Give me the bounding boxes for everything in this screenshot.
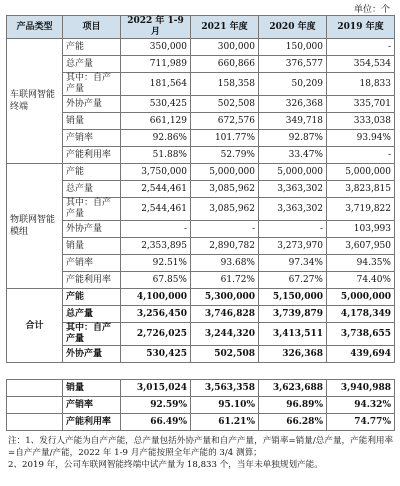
value-cell: 4,178,349	[327, 306, 395, 323]
value-cell: 3,940,988	[327, 380, 395, 397]
header-cell: 2021 年度	[191, 16, 259, 39]
table-row	[7, 96, 395, 113]
value-cell: 92.87%	[259, 130, 327, 147]
value-cell: 3,750,000	[121, 164, 191, 181]
value-cell: 3,413,511	[259, 323, 327, 346]
value-cell: -	[327, 39, 395, 56]
table-row	[7, 238, 395, 255]
item-cell: 产销率	[63, 130, 121, 147]
table-row	[7, 147, 395, 164]
value-cell: 93.94%	[327, 130, 395, 147]
value-cell: 51.88%	[121, 147, 191, 164]
category-cell: 车联网智能终端	[7, 39, 63, 164]
category-cell: 合计	[7, 289, 63, 363]
value-cell: 350,000	[121, 39, 191, 56]
value-cell: 94.35%	[327, 255, 395, 272]
value-cell: 3,015,024	[121, 380, 191, 397]
value-cell: 333,038	[327, 113, 395, 130]
value-cell: 3,563,358	[191, 380, 259, 397]
production-table	[6, 15, 395, 431]
value-cell: 96.89%	[259, 397, 327, 414]
value-cell: 2,544,461	[121, 198, 191, 221]
item-cell: 产能	[63, 164, 121, 181]
value-cell: 326,368	[259, 96, 327, 113]
value-cell: 3,363,302	[259, 198, 327, 221]
table-row	[7, 221, 395, 238]
value-cell: 3,746,828	[191, 306, 259, 323]
value-cell: -	[259, 221, 327, 238]
value-cell: 92.51%	[121, 255, 191, 272]
value-cell: 3,085,962	[191, 198, 259, 221]
item-cell: 外协产量	[63, 221, 121, 238]
value-cell: 50,209	[259, 73, 327, 96]
header-row	[7, 16, 395, 39]
blank-cell	[7, 414, 63, 431]
table-row	[7, 323, 395, 346]
item-cell: 销量	[63, 113, 121, 130]
value-cell: 66.49%	[121, 414, 191, 431]
value-cell: -	[327, 147, 395, 164]
value-cell: 660,866	[191, 56, 259, 73]
value-cell: 5,000,000	[191, 164, 259, 181]
value-cell: 3,363,302	[259, 181, 327, 198]
value-cell: 349,718	[259, 113, 327, 130]
value-cell: 181,564	[121, 73, 191, 96]
item-cell: 产能利用率	[63, 414, 121, 431]
value-cell: 5,300,000	[191, 289, 259, 306]
item-cell: 产能	[63, 289, 121, 306]
value-cell: 3,739,879	[259, 306, 327, 323]
header-cell: 产品类型	[7, 16, 63, 39]
item-cell: 总产量	[63, 181, 121, 198]
value-cell: 530,425	[121, 96, 191, 113]
item-cell: 产能	[63, 39, 121, 56]
table-row	[7, 181, 395, 198]
value-cell: -	[121, 221, 191, 238]
item-cell: 产能利用率	[63, 147, 121, 164]
value-cell: 3,244,320	[191, 323, 259, 346]
value-cell: 97.34%	[259, 255, 327, 272]
item-cell: 其中：自产产量	[63, 73, 121, 96]
value-cell: 3,719,822	[327, 198, 395, 221]
value-cell: 67.85%	[121, 272, 191, 289]
value-cell: 93.68%	[191, 255, 259, 272]
value-cell: 5,150,000	[259, 289, 327, 306]
value-cell: 672,576	[191, 113, 259, 130]
table-row	[7, 198, 395, 221]
header-cell: 2019 年度	[327, 16, 395, 39]
item-cell: 外协产量	[63, 346, 121, 363]
table-row	[7, 56, 395, 73]
notes	[8, 435, 394, 471]
value-cell: 66.28%	[259, 414, 327, 431]
value-cell: 502,508	[191, 346, 259, 363]
blank-cell	[7, 380, 63, 397]
note-2: 2、2019 年，公司车联网智能终端中试产量为 18,833 个，当年未单独规划产能。	[8, 460, 323, 470]
value-cell: 3,607,950	[327, 238, 395, 255]
table-row	[7, 346, 395, 363]
table-row	[7, 130, 395, 147]
value-cell: 67.27%	[259, 272, 327, 289]
value-cell: 354,534	[327, 56, 395, 73]
value-cell: 5,000,000	[327, 164, 395, 181]
value-cell: 326,368	[259, 346, 327, 363]
spacer-cell	[7, 363, 395, 380]
table-row	[7, 113, 395, 130]
value-cell: 439,694	[327, 346, 395, 363]
value-cell: 74.40%	[327, 272, 395, 289]
value-cell: 95.10%	[191, 397, 259, 414]
value-cell: 3,623,688	[259, 380, 327, 397]
table-row	[7, 39, 395, 56]
value-cell: 150,000	[259, 39, 327, 56]
table-row	[7, 164, 395, 181]
value-cell: 94.32%	[327, 397, 395, 414]
item-cell: 销量	[63, 380, 121, 397]
value-cell: 158,358	[191, 73, 259, 96]
value-cell: 502,508	[191, 96, 259, 113]
value-cell: -	[191, 221, 259, 238]
value-cell: 335,701	[327, 96, 395, 113]
value-cell: 5,000,000	[259, 164, 327, 181]
item-cell: 其中：自产产量	[63, 198, 121, 221]
item-cell: 产销率	[63, 397, 121, 414]
table-row	[7, 397, 395, 414]
value-cell: 4,100,000	[121, 289, 191, 306]
value-cell: 52.79%	[191, 147, 259, 164]
table-row	[7, 272, 395, 289]
spacer-row	[7, 363, 395, 380]
header-cell: 2022 年 1-9 月	[121, 16, 191, 39]
table-row	[7, 255, 395, 272]
table-row	[7, 73, 395, 96]
item-cell: 其中：自产产量	[63, 323, 121, 346]
value-cell: 74.77%	[327, 414, 395, 431]
value-cell: 3,256,450	[121, 306, 191, 323]
value-cell: 18,833	[327, 73, 395, 96]
item-cell: 总产量	[63, 56, 121, 73]
item-cell: 外协产量	[63, 96, 121, 113]
table-body	[7, 39, 395, 431]
value-cell: 661,129	[121, 113, 191, 130]
value-cell: 376,577	[259, 56, 327, 73]
value-cell: 2,544,461	[121, 181, 191, 198]
note-1: 注：1、发行人产能为自产产能，总产量包括外协产量和自产产量，产销率=销量/总产量，产能利用率=自产产量/产能，2022 年 1-9 月产能按照全年产能的 3/4 测算；	[8, 436, 394, 458]
table-row	[7, 380, 395, 397]
header-cell: 2020 年度	[259, 16, 327, 39]
value-cell: 92.59%	[121, 397, 191, 414]
value-cell: 3,738,655	[327, 323, 395, 346]
value-cell: 103,993	[327, 221, 395, 238]
value-cell: 3,823,815	[327, 181, 395, 198]
header-cell: 项目	[63, 16, 121, 39]
value-cell: 2,353,895	[121, 238, 191, 255]
value-cell: 300,000	[191, 39, 259, 56]
unit-label: 单位：个	[353, 5, 390, 15]
value-cell: 101.77%	[191, 130, 259, 147]
item-cell: 产销率	[63, 255, 121, 272]
item-cell: 销量	[63, 238, 121, 255]
category-cell: 物联网智能模组	[7, 164, 63, 289]
value-cell: 33.47%	[259, 147, 327, 164]
value-cell: 711,989	[121, 56, 191, 73]
blank-cell	[7, 397, 63, 414]
value-cell: 5,000,000	[327, 289, 395, 306]
value-cell: 2,890,782	[191, 238, 259, 255]
table-row	[7, 306, 395, 323]
table-row	[7, 289, 395, 306]
value-cell: 61.21%	[191, 414, 259, 431]
value-cell: 3,085,962	[191, 181, 259, 198]
value-cell: 2,726,025	[121, 323, 191, 346]
value-cell: 3,273,970	[259, 238, 327, 255]
item-cell: 总产量	[63, 306, 121, 323]
value-cell: 530,425	[121, 346, 191, 363]
item-cell: 产能利用率	[63, 272, 121, 289]
value-cell: 61.72%	[191, 272, 259, 289]
table-row	[7, 414, 395, 431]
value-cell: 92.86%	[121, 130, 191, 147]
